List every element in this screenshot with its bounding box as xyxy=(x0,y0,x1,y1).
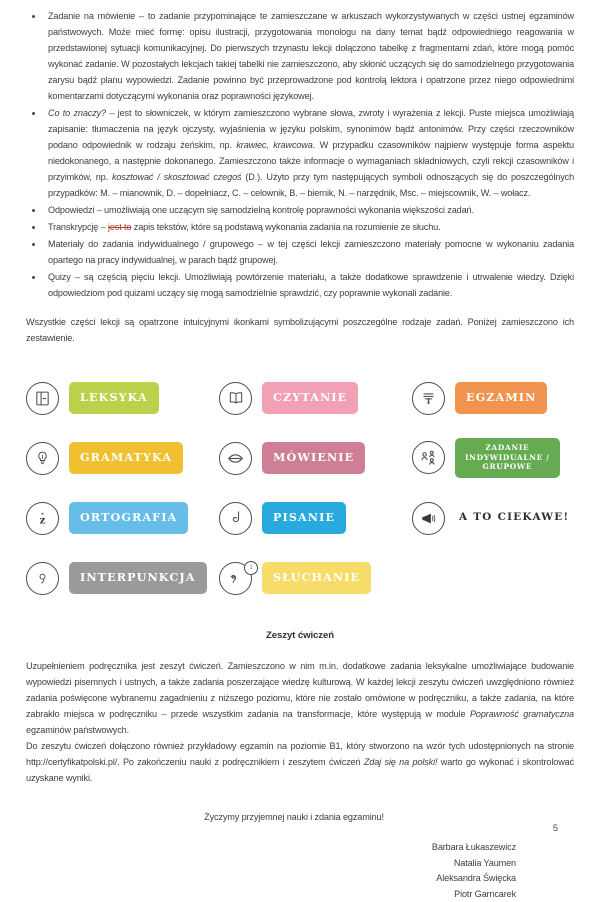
bullet-item-co-to-znaczy: Co to znaczy? – jest to słowniczek, w którym zamieszczono wybrane słowa, zwroty i wyrażenia z lekcji. Puste miejsca umożliwiają zapisanie: tłumaczenia na język ojczysty, wyjaśnienia w języku polskim, synonimów bądź antonimów. Przy części rzeczowników podano odpowiednik w rodzaju żeńskim, np. krawiec, krawcowa. W przypadku czasowników najpierw występuje forma aspektu niedokonanego, a następnie dokonanego. Zamieszczono także informacje o wymaganiach składniowych, czyli rekcji czasowników i przyimków, np. kosztować / skosztować czegoś (D.). Użyto przy tym następujących symboli odnoszących się do poszczególnych przypadków: M. – mianownik, D. – dopełniacz, C. – celownik, B. – biernik, N. – narzędnik, Msc. – miejscownik, W. – wołacz. xyxy=(26,105,574,201)
module-name-italic: Poprawność gramatyczna xyxy=(470,709,574,719)
bullet-item-odpowiedzi: Odpowiedzi – umożliwiają one uczącym się samodzielną kontrolę poprawności wykonania większości zadań. xyxy=(26,202,574,218)
page-number: 5 xyxy=(553,823,558,833)
legend-item-gramatyka xyxy=(26,442,219,475)
bullet-lead-materialy: Materiały do zadania indywidualnego / grupowego xyxy=(48,239,254,249)
authors-list xyxy=(26,840,574,902)
group-people-icon xyxy=(412,441,445,474)
section-title-zeszyt: Zeszyt ćwiczeń xyxy=(26,630,574,641)
legend-item-egzamin xyxy=(412,382,600,415)
legend-badge-mowienie: MÓWIENIE xyxy=(262,442,365,474)
flashcard-icon xyxy=(26,382,59,415)
legend-item-ciekawe xyxy=(412,502,600,535)
bullet-lead-odpowiedzi: Odpowiedzi xyxy=(48,205,94,215)
legend-badge-ortografia: ORTOGRAFIA xyxy=(69,502,188,534)
zeszyt-paragraph-1: Uzupełnieniem podręcznika jest zeszyt ćwiczeń. Zamieszczono w nim m.in. dodatkowe zadania leksykalne umożliwiające budowanie wypowiedzi pisemnych i ustnych, a także zadania poszerzające wiedzę kulturową. W każdej lekcji zeszytu ćwiczeń uwzględniono również zadania poświęcone wybranemu zagadnieniu z niższego poziomu, które nie zostało omówione w podręczniku, a także zadania, na które zabrakło miejsca w podręczniku – przede wszystkim zadania na transformacje, które występują w module Poprawność gramatyczna egzaminów państwowych. xyxy=(26,658,574,738)
legend-badge-egzamin: EGZAMIN xyxy=(455,382,547,414)
legend-item-interpunkcja xyxy=(26,562,219,595)
author-name: Aleksandra Święcka xyxy=(26,871,516,887)
legend-item-czytanie xyxy=(219,382,412,415)
icons-intro-paragraph: Wszystkie części lekcji są opatrzone intuicyjnymi ikonkami symbolizującymi poszczególne rodzaje zadań. Poniżej zamieszczono ich zestawienie. xyxy=(26,314,574,346)
zeszyt-paragraph-2: Do zeszytu ćwiczeń dołączono również przykładowy egzamin na poziomie B1, który stworzono na wzór tych udostępnionych na stronie http://certyfikatpolski.pl/. Po zakończeniu nauki z podręcznikiem i zeszytem ćwiczeń Zdaj się na polski! warto go wykonać i skontrolować uzyskane wyniki. xyxy=(26,738,574,786)
legend-item-mowienie xyxy=(219,442,412,475)
author-name: Piotr Garncarek xyxy=(26,887,516,902)
bullet-item-materialy: Materiały do zadania indywidualnego / grupowego – w tej części lekcji zamieszczono materiały pomocne w wykonaniu zadania opartego na pracy indywidualnej, w parach bądź grupowej. xyxy=(26,236,574,268)
open-book-icon xyxy=(219,382,252,415)
legend-item-leksyka xyxy=(26,382,219,415)
lightbulb-icon xyxy=(26,442,59,475)
legend-item-sluchanie xyxy=(219,562,412,595)
book-title-italic: Zdaj się na polski! xyxy=(364,757,438,767)
letter-z-dot-icon xyxy=(26,502,59,535)
features-bullet-list xyxy=(26,0,574,301)
ear-headphone-icon xyxy=(219,562,252,595)
legend-badge-sluchanie: SŁUCHANIE xyxy=(262,562,371,594)
bullet-lead-zadanie-na-mowienie: Zadanie na mówienie xyxy=(48,11,135,21)
bullet-lead-quizy: Quizy xyxy=(48,272,71,282)
comma-icon xyxy=(26,562,59,595)
bullet-italic-example-1: krawiec, krawcowa xyxy=(236,140,312,150)
legend-badge-ciekawe: A TO CIEKAWE! xyxy=(455,502,580,534)
legend-item-ortografia xyxy=(26,502,219,535)
legend-badge-zadanie: ZADANIE INDYWIDUALNE / GRUPOWE xyxy=(455,438,560,479)
bullet-lead-transkrypcje: Transkrypcję xyxy=(48,222,98,232)
legend-item-zadanie xyxy=(412,438,600,479)
author-name: Barbara Łukaszewicz xyxy=(26,840,516,856)
bullet-item-zadanie-na-mowienie: Zadanie na mówienie – to zadanie przypominające te zamieszczane w arkuszach wykorzystywanych w części ustnej egzaminów państwowych. Może mieć formę: opisu ilustracji, przygotowania monologu na dany temat bądź odpowiedniego reagowania w przedstawionej sytuacji komunikacyjnej. Do pierwszych trzynastu lekcji dołączono tabelkę z fragmentami zdań, które mogą pomóc wykonać zadanie. W pozostałych lekcjach takiej tabelki nie zamieszczono, aby skłonić uczących się do samodzielnego przygotowania zarysu bądź planu wypowiedzi. Zadanie powinno być przeprowadzone pod kontrolą lektora i opatrzone przez niego odpowiednimi komentarzami dotyczącymi wykonania oraz poprawności językowej. xyxy=(26,8,574,104)
legend-badge-pisanie: PISANIE xyxy=(262,502,346,534)
zeszyt-body xyxy=(26,658,574,786)
legend-badge-interpunkcja: INTERPUNKCJA xyxy=(69,562,207,594)
audio-track-number-bubble: 1 xyxy=(244,561,258,575)
bullet-lead-co-to-znaczy: Co to znaczy? xyxy=(48,108,106,118)
struck-through-text: jest to xyxy=(108,222,131,232)
mouth-icon xyxy=(219,442,252,475)
author-name: Natalia Yaumen xyxy=(26,856,516,872)
icon-legend-grid xyxy=(26,368,574,608)
legend-item-pisanie xyxy=(219,502,412,535)
bullet-item-transkrypcje: Transkrypcję – jest to zapis tekstów, które są podstawą wykonania zadania na rozumienie ze słuchu. xyxy=(26,219,574,235)
closing-line: Życzymy przyjemnej nauki i zdania egzaminu! xyxy=(26,812,574,822)
pen-nib-icon xyxy=(219,502,252,535)
bullet-italic-example-2: kosztować / skosztować czegoś xyxy=(112,172,242,182)
document-pen-icon xyxy=(412,382,445,415)
legend-badge-leksyka: LEKSYKA xyxy=(69,382,159,414)
bullet-item-quizy: Quizy – są częścią pięciu lekcji. Umożliwiają powtórzenie materiału, a także dodatkowe sprawdzenie i utrwalenie wiedzy. Dzięki odpowiedziom pod quizami uczący się mogą samodzielnie sprawdzić, czy poprawnie wykonali zadanie. xyxy=(26,269,574,301)
legend-badge-czytanie: CZYTANIE xyxy=(262,382,358,414)
svg-text:z: z xyxy=(40,515,46,526)
megaphone-icon xyxy=(412,502,445,535)
legend-badge-gramatyka: GRAMATYKA xyxy=(69,442,183,474)
